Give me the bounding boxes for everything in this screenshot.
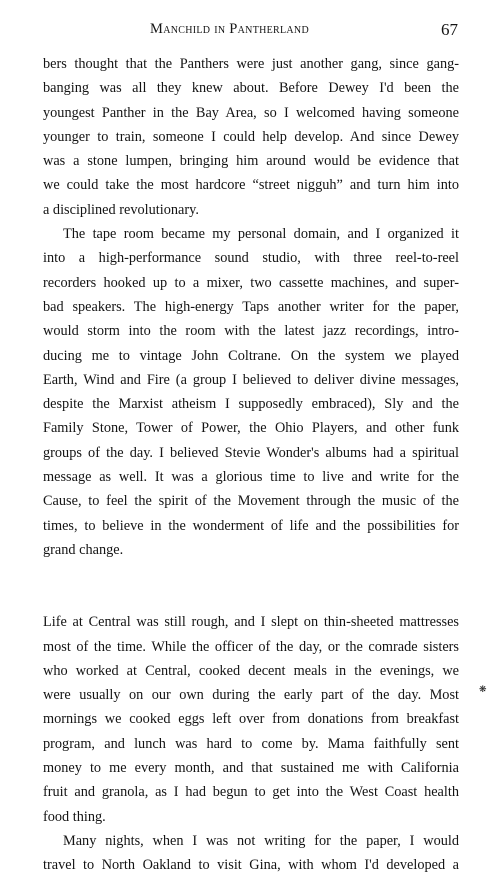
text-line: money to me every month, and that sustained me with California (43, 760, 459, 777)
text-line: bad speakers. The high-energy Taps another writer for the paper, (43, 298, 459, 315)
body-text (43, 52, 459, 878)
text-line: travel to North Oakland to visit Gina, with whom I'd developed a (43, 857, 459, 874)
running-title: Manchild in Pantherland (150, 21, 309, 37)
text-line: into a high-performance sound studio, with three reel-to-reel (43, 250, 459, 267)
text-line: program, and lunch was hard to come by. Mama faithfully sent (43, 735, 459, 752)
text-line: message as well. It was a glorious time to live and write for the (43, 469, 459, 486)
text-line: Family Stone, Tower of Power, the Ohio Players, and other funk (43, 420, 459, 437)
text-line: The tape room became my personal domain, and I organized it (63, 226, 459, 243)
text-line: times, to believe in the wonderment of life and the possibilities for (43, 517, 459, 534)
text-line: food thing. (43, 808, 106, 825)
section-break (43, 562, 459, 610)
text-line: grand change. (43, 541, 124, 558)
text-line: we could take the most hardcore “street nigguh” and turn him into (43, 177, 459, 194)
paragraph-1 (43, 52, 459, 222)
text-line: were usually on our own during the early part of the day. Most (43, 687, 459, 704)
text-line: Many nights, when I was not writing for the paper, I would (63, 832, 459, 849)
text-line: who worked at Central, cooked decent meals in the evenings, we (43, 662, 459, 679)
running-header (0, 21, 500, 43)
text-line: bers thought that the Panthers were just another gang, since gang- (43, 56, 459, 72)
text-line: Life at Central was still rough, and I slept on thin-sheeted mattresses (43, 614, 459, 631)
text-line: mornings we cooked eggs left over from donations from breakfast (43, 711, 459, 728)
text-line: recorders hooked up to a mixer, two cassette machines, and super- (43, 274, 459, 291)
text-line: fruit and granola, as I had begun to get into the West Coast health (43, 784, 459, 801)
text-line: despite the Marxist atheism I supposedly embraced), Sly and the (43, 396, 459, 413)
text-line: banging was all they knew about. Before Dewey I'd been the (43, 80, 459, 97)
text-line: Earth, Wind and Fire (a group I believed to deliver divine messages, (43, 371, 459, 388)
text-line: younger to train, someone I could help develop. And since Dewey (43, 128, 459, 145)
text-line: groups of the day. I believed Stevie Wonder's albums had a spiritual (43, 444, 459, 461)
text-line: ducing me to vintage John Coltrane. On the system we played (43, 347, 459, 364)
page-number: 67 (441, 20, 458, 39)
paragraph-3 (43, 610, 459, 829)
text-line: Cause, to feel the spirit of the Movement through the music of the (43, 493, 459, 510)
paragraph-2 (43, 222, 459, 562)
text-line: most of the time. While the officer of the day, or the comrade sisters (43, 638, 459, 655)
text-line: would storm into the room with the latest jazz recordings, intro- (43, 323, 459, 340)
asterisk-mark-icon: ❋ (479, 684, 487, 694)
text-line: a disciplined revolutionary. (43, 201, 199, 218)
paragraph-4 (43, 829, 459, 878)
text-line: youngest Panther in the Bay Area, so I welcomed having someone (43, 104, 459, 121)
text-line: was a stone lumpen, bringing him around would be evidence that (43, 153, 459, 170)
